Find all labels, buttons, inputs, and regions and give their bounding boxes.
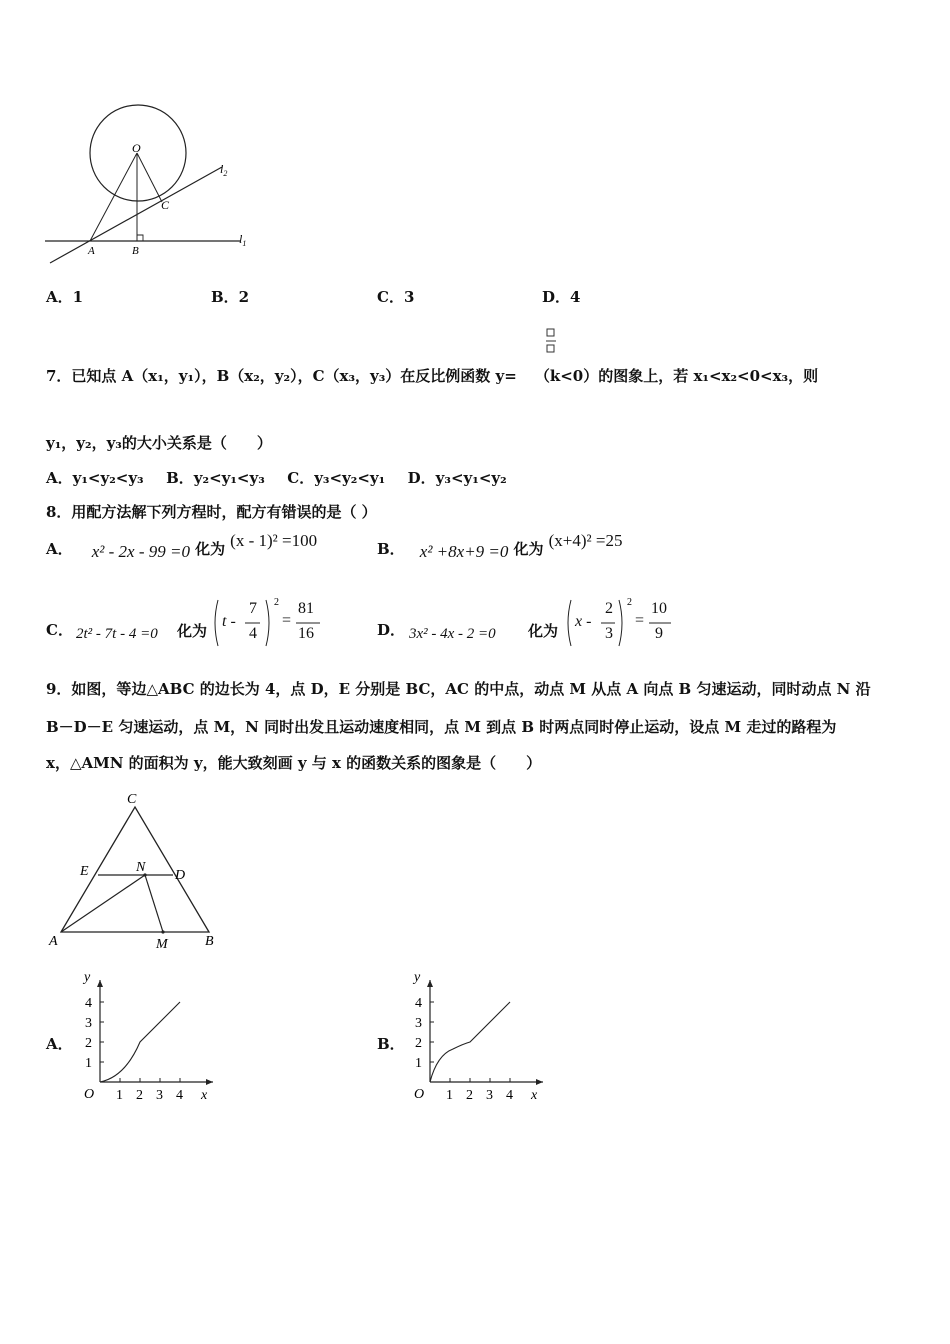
q8-option-c[interactable]: [46, 596, 366, 650]
q9-graph-a[interactable]: [75, 965, 220, 1105]
triangle-figure: [45, 785, 230, 955]
graph-a-ytick-1: 1: [85, 1056, 92, 1071]
q9-stem-line3: x，△AMN 的面积为 y，能大致刻画 y 与 x 的函数关系的图象是（ ）: [46, 754, 542, 772]
svg-text:l2: [220, 162, 227, 178]
q9-stem-line2: B－D－E 匀速运动，点 M，N 同时出发且运动速度相同，点 M 到点 B 时两点同时停止运动，设点 M 走过的路程为: [46, 718, 837, 736]
graph-b-ytick-2: 2: [415, 1036, 422, 1051]
label-a: A: [88, 245, 95, 257]
graph-b-ytick-3: 3: [415, 1016, 422, 1031]
q7-option-d[interactable]: D．y₃<y₁<y₂: [407, 469, 507, 487]
circle-tangent-figure: [40, 95, 260, 270]
q8-option-d[interactable]: [377, 596, 697, 650]
q8-option-d-eq: 3x² - 4x - 2 =0: [409, 626, 496, 642]
right-angle-mark: [137, 235, 143, 241]
graph-a-ytick-2: 2: [85, 1036, 92, 1051]
q9-option-b-label[interactable]: B．: [377, 1035, 405, 1053]
tri-label-a: A: [49, 934, 58, 949]
q8-option-c-den: 4: [249, 625, 257, 642]
graph-a-xtick-3: 3: [156, 1088, 163, 1103]
graph-b-ytick-1: 1: [415, 1056, 422, 1071]
segment-an: [61, 875, 145, 932]
q8-option-b-eq: x² +8x+9 =0: [419, 542, 509, 561]
label-c: C: [161, 198, 170, 212]
svg-text:l1: [239, 232, 246, 248]
q8-option-b-convert: 化为: [513, 540, 544, 558]
q8-option-d-convert: 化为: [528, 622, 559, 640]
q6-option-a[interactable]: A．1: [46, 288, 84, 306]
segment-nm: [145, 875, 163, 932]
q9-graph-a-curve: [100, 1002, 180, 1082]
q7-option-b[interactable]: B．y₂<y₁<y₃: [166, 469, 265, 487]
q8-option-d-rhs-bar: [649, 622, 671, 624]
graph-b-y-label: y: [414, 970, 421, 985]
q8-option-d-rhs-den: 9: [655, 625, 663, 642]
graph-b-xtick-4: 4: [506, 1088, 513, 1103]
tri-label-n: N: [136, 860, 146, 875]
tri-label-m: M: [156, 937, 168, 952]
q8-option-a-result: (x - 1)² =100: [230, 531, 318, 550]
label-b: B: [132, 245, 139, 257]
graph-b-xtick-2: 2: [466, 1088, 473, 1103]
segment-oc: [137, 153, 162, 202]
q8-option-c-paren: [210, 596, 280, 650]
q6-option-d[interactable]: D．4: [542, 288, 581, 306]
q8-option-b-label: B．: [377, 540, 405, 558]
graph-a-xtick-4: 4: [176, 1088, 183, 1103]
fraction-placeholder-icon: [546, 327, 556, 355]
q7-option-c[interactable]: C．y₃<y₂<y₁: [287, 469, 386, 487]
q8-option-c-rhs-bar: [296, 622, 320, 624]
q8-option-d-equals: =: [635, 612, 645, 629]
tri-label-b: B: [205, 934, 214, 949]
q7-option-a[interactable]: A．y₁<y₂<y₃: [46, 469, 144, 487]
label-l1-sub: 1: [242, 239, 247, 248]
q9-graph-b[interactable]: [405, 965, 550, 1105]
q9-option-a-label[interactable]: A．: [46, 1035, 73, 1053]
q8-option-b-result: (x+4)² =25: [548, 531, 623, 550]
tri-label-c: C: [127, 792, 137, 807]
q8-option-d-label: D．: [377, 621, 406, 639]
graph-a-ytick-3: 3: [85, 1016, 92, 1031]
q6-option-c[interactable]: C．3: [377, 288, 415, 306]
q8-option-c-convert: 化为: [177, 622, 208, 640]
q8-option-c-rhs-den: 16: [298, 625, 314, 642]
label-o: O: [132, 141, 141, 155]
graph-b-xtick-3: 3: [486, 1088, 493, 1103]
graph-a-x-label: x: [201, 1088, 208, 1103]
graph-b-x-label: x: [531, 1088, 538, 1103]
q8-option-c-rhs-num: 81: [298, 600, 314, 617]
q6-option-b[interactable]: B．2: [211, 288, 250, 306]
graph-b-origin: O: [414, 1087, 425, 1102]
label-l2-sub: 2: [223, 169, 228, 178]
graph-a-origin: O: [84, 1087, 95, 1102]
q8-option-c-equals: =: [282, 612, 292, 629]
q8-option-a-convert: 化为: [195, 540, 226, 558]
point-m: [161, 930, 164, 933]
q8-option-d-rhs-num: 10: [651, 600, 667, 617]
q8-option-c-eq: 2t² - 7t - 4 =0: [76, 626, 158, 642]
q8-option-d-var: x -: [575, 613, 592, 630]
q8-stem: 8．用配方法解下列方程时，配方有错误的是（ ）: [46, 503, 377, 521]
graph-b-ytick-4: 4: [415, 996, 422, 1011]
svg-text:2: 2: [627, 597, 632, 608]
q8-option-d-den: 3: [605, 625, 613, 642]
tri-label-d: D: [175, 868, 186, 883]
q8-option-a-label: A．: [46, 540, 73, 558]
label-l1: l: [239, 232, 243, 246]
graph-a-ytick-4: 4: [85, 996, 92, 1011]
q8-option-d-paren: [563, 596, 633, 650]
q8-option-c-label: C．: [46, 621, 73, 639]
q7-stem-line2: y₁，y₂，y₃的大小关系是（ ）: [46, 434, 272, 452]
q8-option-a[interactable]: [46, 531, 318, 561]
svg-text:2: 2: [274, 597, 279, 608]
tri-label-e: E: [80, 864, 89, 879]
q7-stem-line1: 7．已知点 A（x₁，y₁），B（x₂，y₂），C（x₃，y₃）在反比例函数 y= （k<0）的图象上，若 x₁<x₂<0<x₃，则: [46, 367, 819, 385]
q8-option-c-num: 7: [249, 600, 257, 617]
graph-a-xtick-2: 2: [136, 1088, 143, 1103]
graph-a-xtick-1: 1: [116, 1088, 123, 1103]
q9-stem-line1: 9．如图，等边△ABC 的边长为 4，点 D，E 分别是 BC，AC 的中点，动点 M 从点 A 向点 B 匀速运动，同时动点 N 沿: [46, 680, 871, 698]
q8-option-c-var: t -: [222, 613, 236, 630]
q8-option-d-num: 2: [605, 600, 613, 617]
q8-option-b[interactable]: [377, 531, 623, 561]
q9-graph-b-curve: [430, 1002, 510, 1082]
q7-options: [46, 467, 507, 488]
label-l2: l: [220, 162, 224, 176]
q8-option-a-eq: x² - 2x - 99 =0: [91, 542, 190, 561]
graph-b-xtick-1: 1: [446, 1088, 453, 1103]
graph-a-y-label: y: [84, 970, 91, 985]
